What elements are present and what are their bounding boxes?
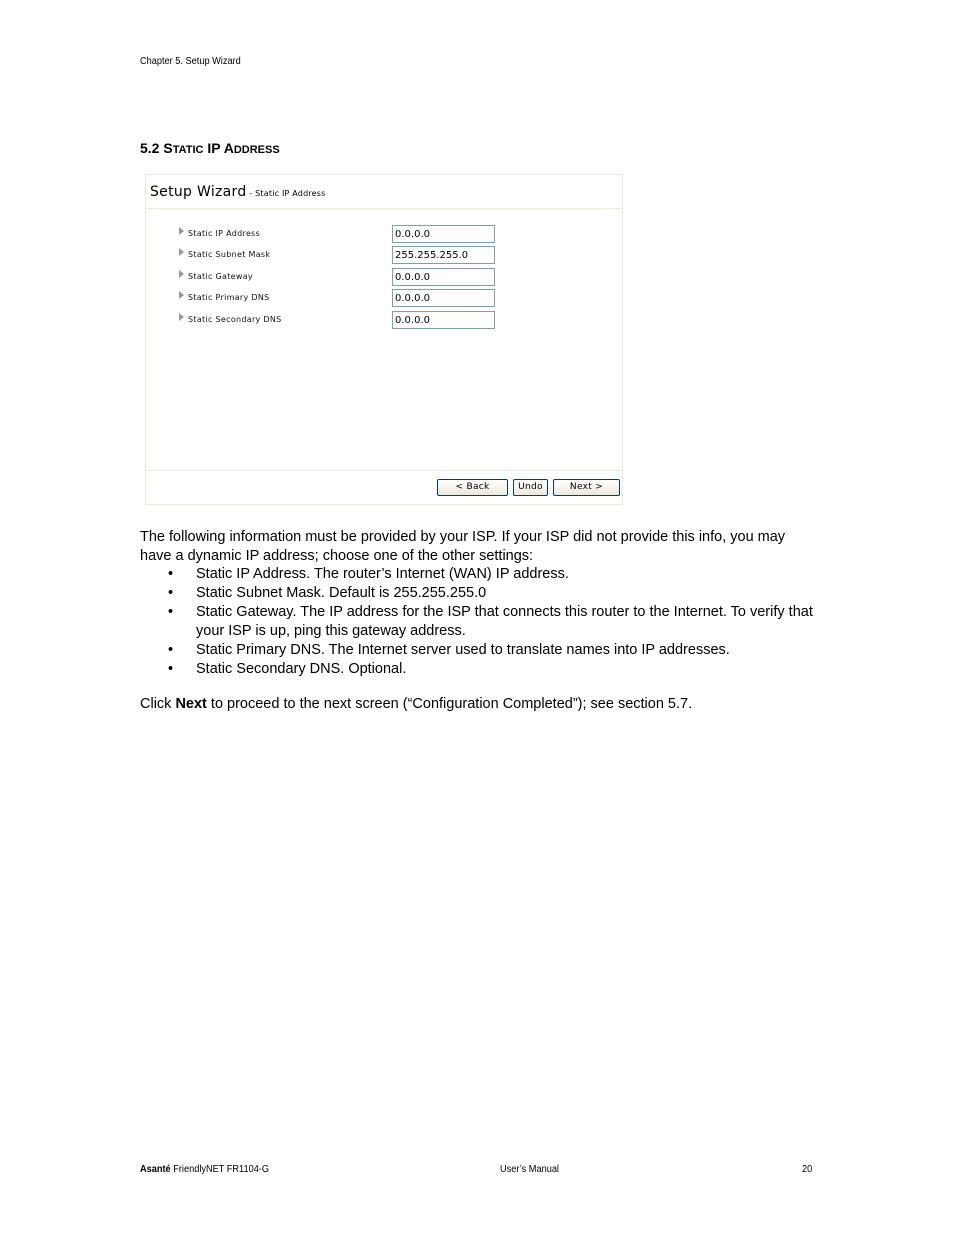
footer-manual: User’s Manual <box>500 1164 559 1175</box>
heading-word-static: STATIC <box>163 140 204 156</box>
bullet: • <box>168 661 174 677</box>
undo-button[interactable]: Undo <box>513 479 548 496</box>
heading-word-ip: IP <box>207 140 221 156</box>
field-row-static-ip <box>146 225 622 243</box>
primary-dns-input[interactable]: 0.0.0.0 <box>392 289 495 307</box>
arrow-right-icon <box>179 248 184 256</box>
settings-bullet-list <box>168 565 828 679</box>
field-label: Static Gateway <box>188 272 253 281</box>
arrow-right-icon <box>179 270 184 278</box>
back-button[interactable]: < Back <box>437 479 508 496</box>
bullet: • <box>168 585 174 601</box>
field-label: Static Secondary DNS <box>188 315 282 324</box>
list-item: • Static Subnet Mask. Default is 255.255.255.0 <box>168 585 487 601</box>
section-heading <box>140 140 280 156</box>
field-row-primary-dns <box>146 289 622 307</box>
page-number: 20 <box>802 1164 813 1175</box>
wizard-footer <box>146 470 622 504</box>
running-header: Chapter 5. Setup Wizard <box>140 56 241 67</box>
heading-word-address: ADDRESS <box>223 140 280 156</box>
list-item: • Static IP Address. The router’s Internet (WAN) IP address. <box>168 566 569 582</box>
next-button[interactable]: Next > <box>553 479 620 496</box>
list-item: • Static Primary DNS. The Internet server used to translate names into IP addresses. <box>168 642 730 658</box>
arrow-right-icon <box>179 227 184 235</box>
wizard-title-bar <box>146 175 622 209</box>
wizard-title: Setup Wizard - Static IP Address <box>150 184 326 200</box>
field-label: Static Primary DNS <box>188 293 270 302</box>
setup-wizard-screenshot <box>145 174 623 505</box>
field-row-subnet-mask <box>146 246 622 264</box>
list-item: • Static Gateway. The IP address for the ISP that connects this router to the Internet. To verify that your ISP is up, ping this gateway address. <box>168 604 813 639</box>
arrow-right-icon <box>179 313 184 321</box>
next-instruction: Click Next to proceed to the next screen (“Configuration Completed”); see section 5.7. <box>140 696 693 712</box>
subnet-mask-input[interactable]: 255.255.255.0 <box>392 246 495 264</box>
brand-name: Asanté <box>140 1164 171 1175</box>
bullet: • <box>168 604 174 620</box>
secondary-dns-input[interactable]: 0.0.0.0 <box>392 311 495 329</box>
intro-paragraph: The following information must be provided by your ISP. If your ISP did not provide this info, you may have a dynamic IP address; choose one of the other settings: <box>140 529 786 564</box>
section-number: 5.2 <box>140 140 160 156</box>
wizard-subtitle: - Static IP Address <box>246 189 326 198</box>
gateway-input[interactable]: 0.0.0.0 <box>392 268 495 286</box>
arrow-right-icon <box>179 291 184 299</box>
field-label: Static Subnet Mask <box>188 250 271 259</box>
field-label: Static IP Address <box>188 229 261 238</box>
field-row-gateway <box>146 268 622 286</box>
bullet: • <box>168 566 174 582</box>
list-item: • Static Secondary DNS. Optional. <box>168 661 407 677</box>
bullet: • <box>168 642 174 658</box>
next-emphasis: Next <box>175 696 207 712</box>
static-ip-input[interactable]: 0.0.0.0 <box>392 225 495 243</box>
field-row-secondary-dns <box>146 311 622 329</box>
footer-product: Asanté FriendlyNET FR1104-G <box>140 1164 270 1175</box>
